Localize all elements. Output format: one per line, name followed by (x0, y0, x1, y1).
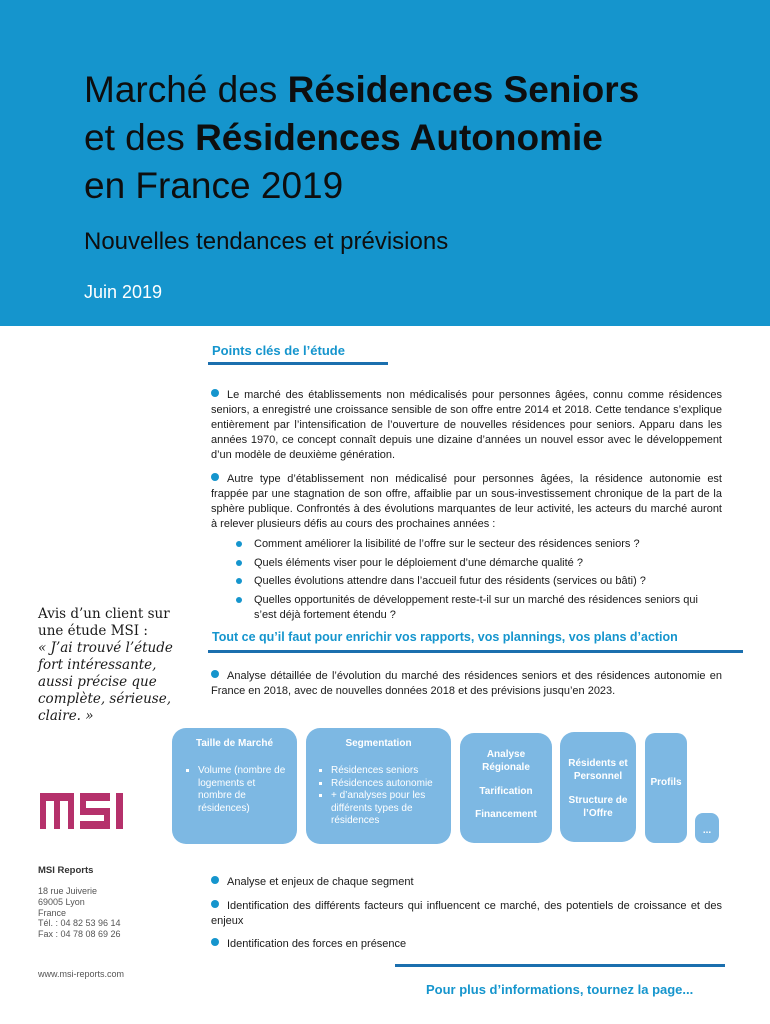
bullet-icon (236, 578, 242, 584)
bullet-icon (211, 876, 219, 884)
box-line: Résidents et (568, 758, 628, 769)
list-item: Volume (nombre de logements et nombre de résidences) (184, 765, 291, 815)
box-line: Régionale (482, 761, 530, 773)
bullet-icon (211, 389, 219, 397)
bullet-icon (211, 473, 219, 481)
profiles-box (645, 733, 687, 843)
fax-number: Fax : 04 78 08 69 26 (38, 929, 121, 939)
footer-rule (395, 964, 725, 967)
segmentation-box (306, 728, 451, 844)
more-box (695, 813, 719, 843)
bottom-bullet: Identification des différents facteurs qui influencent ce marché, des potentiels de croissance et des enjeux (211, 900, 722, 927)
list-item: Comment améliorer la lisibilité de l’offre sur le secteur des résidences seniors ? (236, 537, 722, 556)
client-quote (38, 606, 178, 725)
list-item: Résidences autonomie (317, 778, 445, 791)
key-points-heading: Points clés de l’étude (212, 343, 345, 358)
msi-logo (40, 787, 130, 829)
box-line: Tarification (479, 786, 533, 797)
bullet-icon (319, 794, 322, 797)
bullet-icon (211, 670, 219, 678)
bullet-icon (211, 900, 219, 908)
box-line: Analyse (486, 749, 526, 760)
box-line: ... (702, 825, 712, 836)
bullet-icon (211, 938, 219, 946)
key-points-paragraph-2: Autre type d’établissement non médicalisé pour personnes âgées, la résidence autonomie est frappée par une stagnation de son offre, affaiblie par un sous-investissement chronique de la part de la sphère publique. Confrontés à des évolutions marquantes de leur activité, les acteurs du marché auront à relever plusieurs défis au cours des prochaines années : (211, 473, 722, 530)
list-item: Quels éléments viser pour le déploiement d’une démarche qualité ? (236, 556, 722, 575)
key-points-rule (208, 362, 388, 365)
market-size-box (172, 728, 297, 844)
address-line: 69005 Lyon (38, 897, 85, 907)
address-country: France (38, 908, 67, 918)
bullet-icon (319, 782, 322, 785)
key-points-paragraph-1: Le marché des établissements non médicalisés pour personnes âgées, connu comme résidences seniors, a enregistré une croissance sensible de son offre entre 2014 et 2018. Cette tendance s’explique entièrement par l’intensification de l’ouverture de nouvelles résidences pour seniors. Apparu dans les années 1970, ce concept connaît depuis une dizaine d’années un nouvel essor avec le développement d’un modèle de deuxième génération. (211, 389, 722, 461)
website-link[interactable]: www.msi-reports.com (38, 969, 125, 979)
more-info-note: Pour plus d’informations, tournez la page... (426, 982, 694, 997)
list-item: Résidences seniors (317, 765, 445, 778)
report-date: Juin 2019 (84, 282, 163, 302)
bottom-bullet: Analyse et enjeux de chaque segment (211, 875, 722, 890)
list-item: Quelles opportunités de développement reste-t-il sur un marché des résidences seniors qui s’est déjà fortement étendu ? (236, 593, 722, 623)
address-line: 18 rue Juiverie (38, 886, 98, 896)
box-line: Structure de (568, 795, 628, 806)
report-subtitle: Nouvelles tendances et prévisions (84, 228, 449, 255)
phone-number: Tél. : 04 82 53 96 14 (38, 918, 121, 928)
box-title: Taille de Marché (195, 738, 274, 749)
quote-intro: Avis d’un client sur une étude MSI : (38, 606, 170, 639)
box-line: Profils (650, 777, 682, 788)
list-item: + d’analyses pour les différents types de résidences (317, 790, 445, 828)
regional-analysis-box (460, 733, 552, 843)
bullet-icon (319, 769, 322, 772)
box-list (184, 765, 291, 815)
company-name: MSI Reports (38, 865, 94, 876)
bullet-icon (236, 560, 242, 566)
residents-box (560, 732, 636, 842)
box-line: Personnel (573, 770, 623, 782)
enrich-heading: Tout ce qu’il faut pour enrichir vos rapports, vos plannings, vos plans d’action (212, 630, 678, 644)
report-title: Marché des Résidences Seniors et des Résidences Autonomie en France 2019 (84, 69, 640, 206)
bullet-icon (236, 597, 242, 603)
box-list (317, 765, 445, 828)
bullet-icon (236, 541, 242, 547)
box-title: Segmentation (345, 738, 412, 749)
list-item: Quelles évolutions attendre dans l’accueil futur des résidents (services ou bâti) ? (236, 574, 722, 593)
bullet-icon (186, 769, 189, 772)
bottom-bullet: Identification des forces en présence (211, 937, 722, 952)
enrich-paragraph: Analyse détaillée de l’évolution du marché des résidences seniors et des résidences autonomie en France en 2018, avec de nouvelles données 2018 et des prévisions jusqu’en 2023. (211, 670, 722, 697)
enrich-rule (208, 650, 743, 653)
challenges-list (236, 537, 722, 623)
box-line: l’Offre (583, 807, 613, 819)
header-banner (0, 0, 770, 326)
box-line: Financement (475, 808, 537, 820)
quote-text: « J’ai trouvé l’étude fort intéressante, aussi précise que complète, sérieuse, claire. » (38, 640, 173, 724)
